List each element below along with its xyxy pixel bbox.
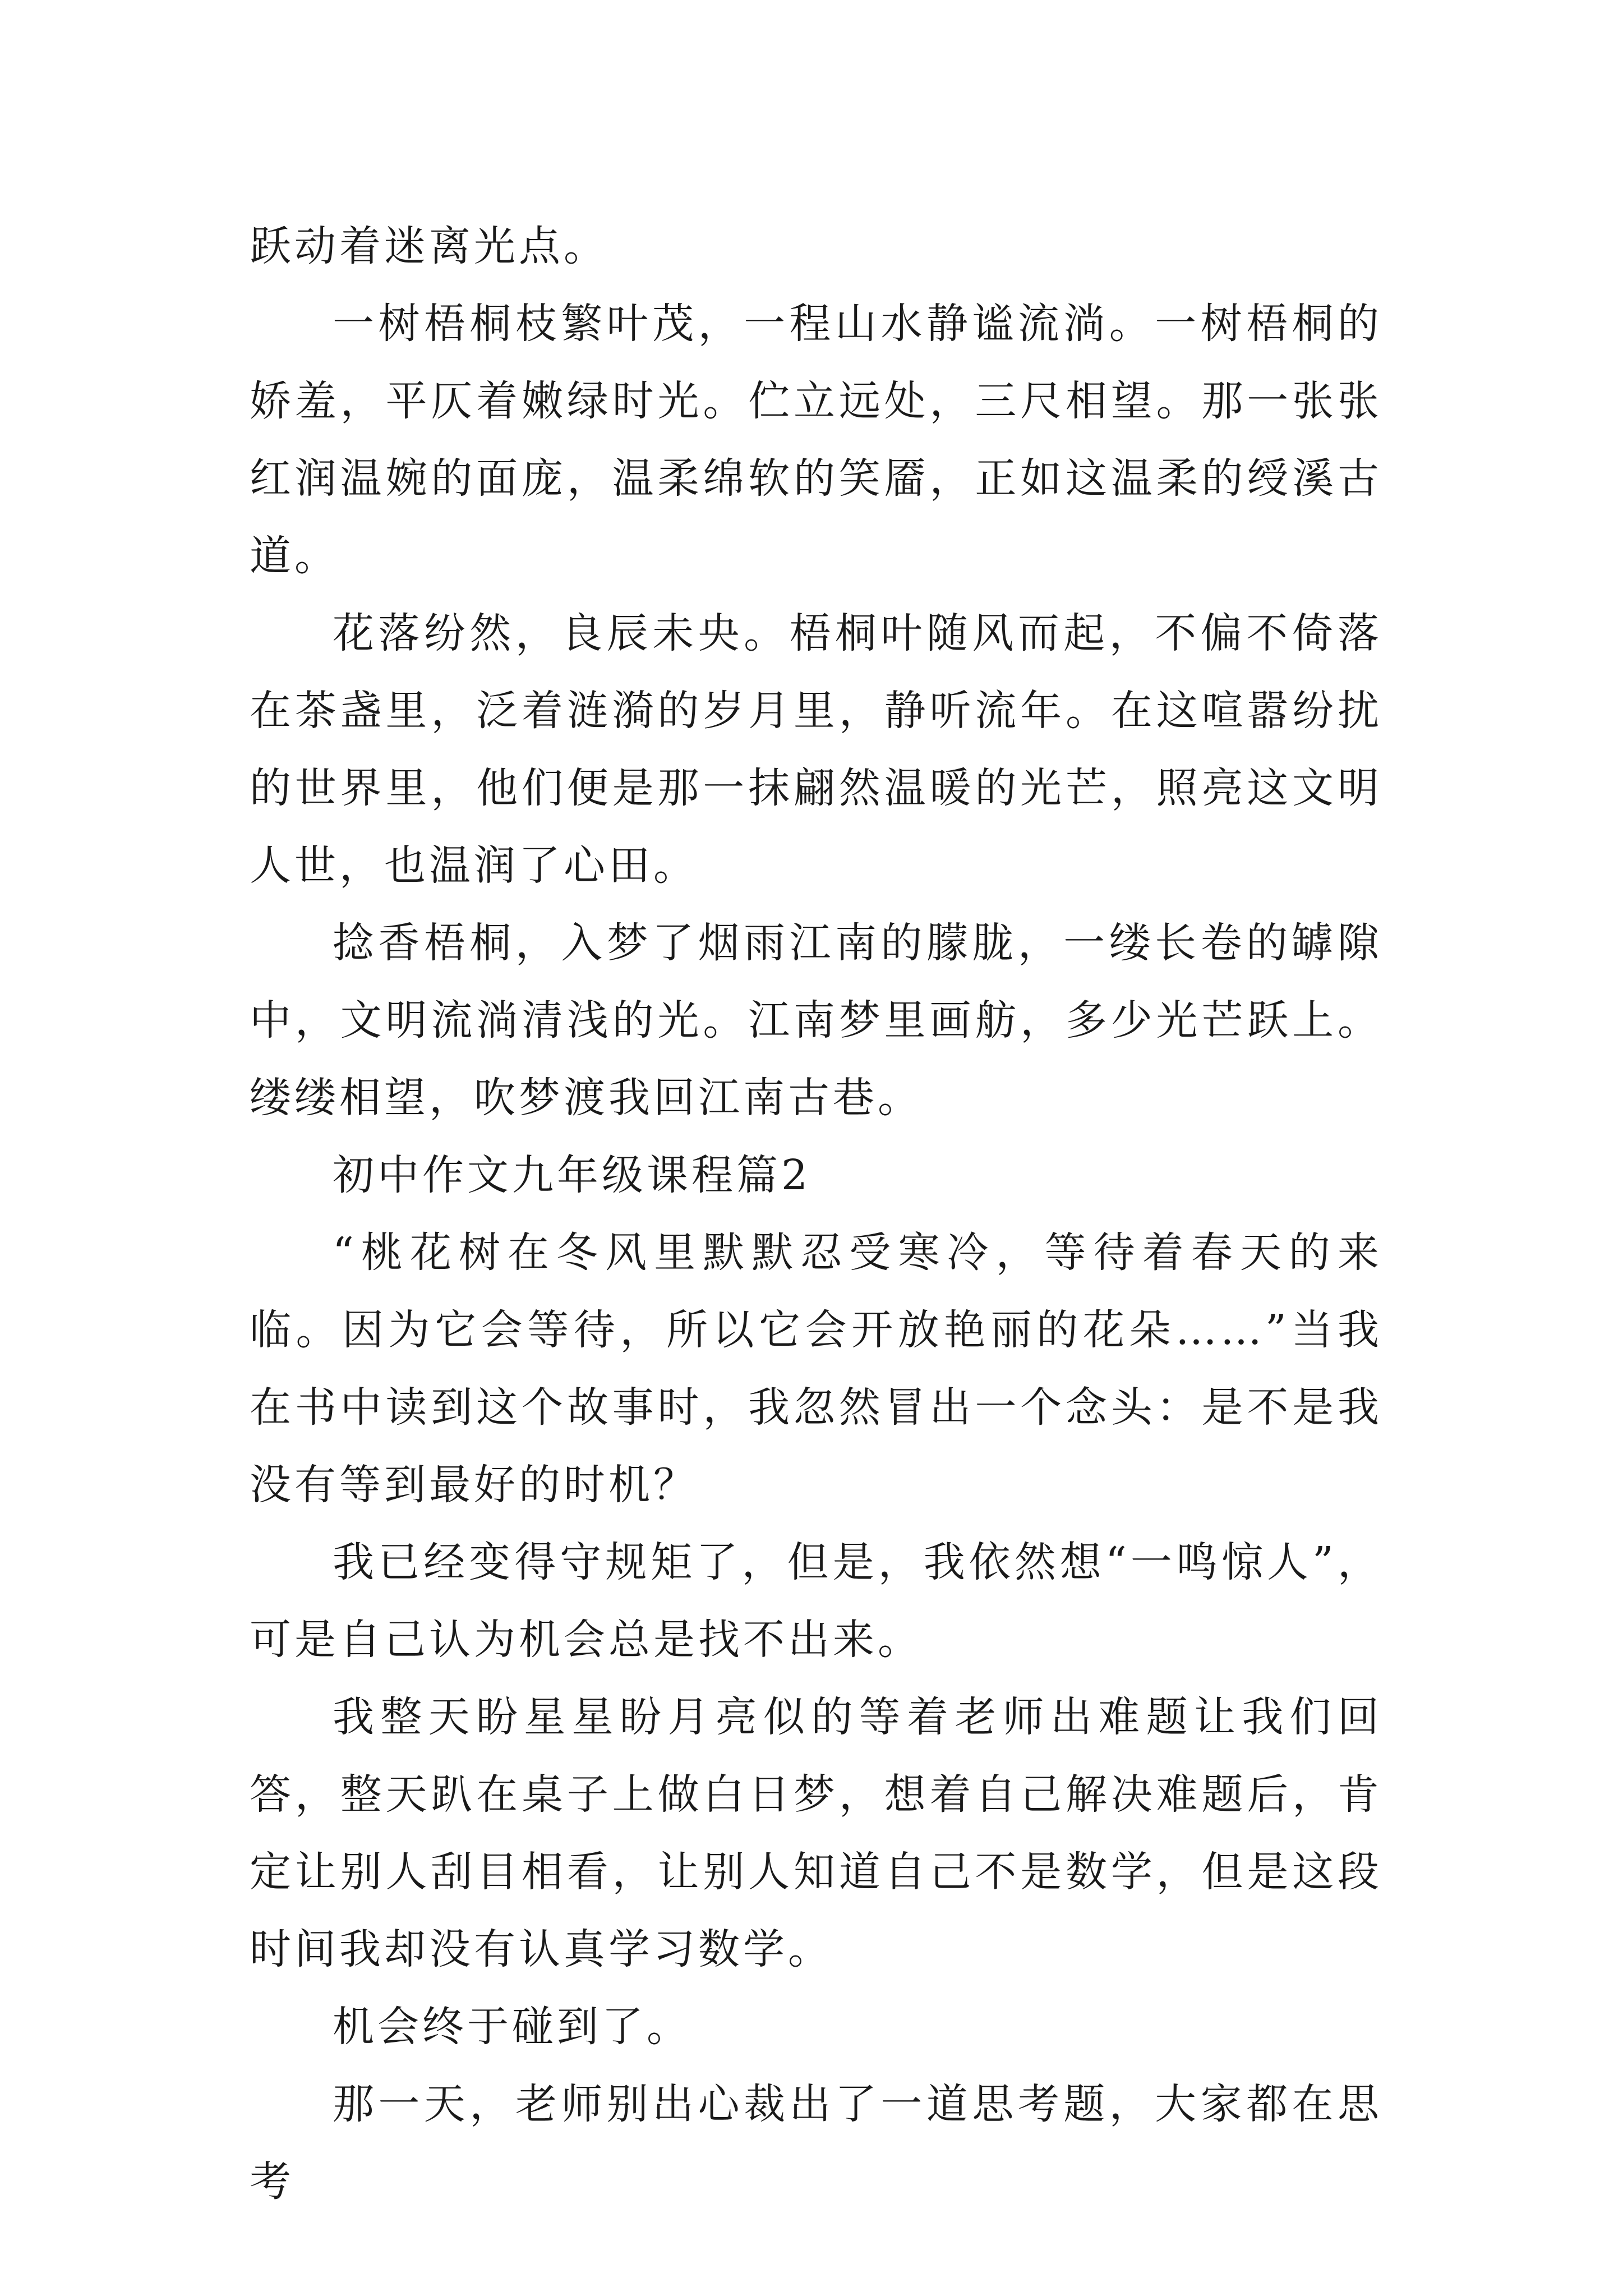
section-heading: 初中作文九年级课程篇2 bbox=[333, 1151, 811, 1199]
paragraph: 机会终于碰到了。 bbox=[333, 2003, 691, 2051]
paragraph: 捻香梧桐，入梦了烟雨江南的朦胧，一缕长卷的罅隙中，文明流淌清浅的光。江南梦里画舫，多少光芒跃上。缕缕相望，吹梦渡我回江南古巷。 bbox=[250, 919, 1382, 1122]
paragraph-continuation: 跃动着迷离光点。 bbox=[250, 222, 608, 270]
paragraph: “桃花树在冬风里默默忍受寒冷，等待着春天的来临。因为它会等待，所以它会开放艳丽的花朵……”当我在书中读到这个故事时，我忽然冒出一个念头：是不是我没有等到最好的时机？ bbox=[250, 1228, 1382, 1509]
document-body bbox=[250, 208, 1382, 2220]
paragraph: 我已经变得守规矩了，但是，我依然想“一鸣惊人”，可是自己认为机会总是找不出来。 bbox=[250, 1538, 1382, 1664]
paragraph: 我整天盼星星盼月亮似的等着老师出难题让我们回答，整天趴在桌子上做白日梦，想着自己解决难题后，肯定让别人刮目相看，让别人知道自己不是数学，但是这段时间我却没有认真学习数学。 bbox=[250, 1693, 1382, 1973]
paragraph: 那一天，老师别出心裁出了一道思考题，大家都在思考 bbox=[250, 2080, 1382, 2206]
paragraph: 花落纷然，良辰未央。梧桐叶随风而起，不偏不倚落在茶盏里，泛着涟漪的岁月里，静听流年。在这喧嚣纷扰的世界里，他们便是那一抹翩然温暖的光芒，照亮这文明人世，也温润了心田。 bbox=[250, 609, 1382, 890]
paragraph: 一树梧桐枝繁叶茂，一程山水静谧流淌。一树梧桐的娇羞，平仄着嫩绿时光。伫立远处，三尺相望。那一张张红润温婉的面庞，温柔绵软的笑靥，正如这温柔的绶溪古道。 bbox=[250, 300, 1382, 580]
